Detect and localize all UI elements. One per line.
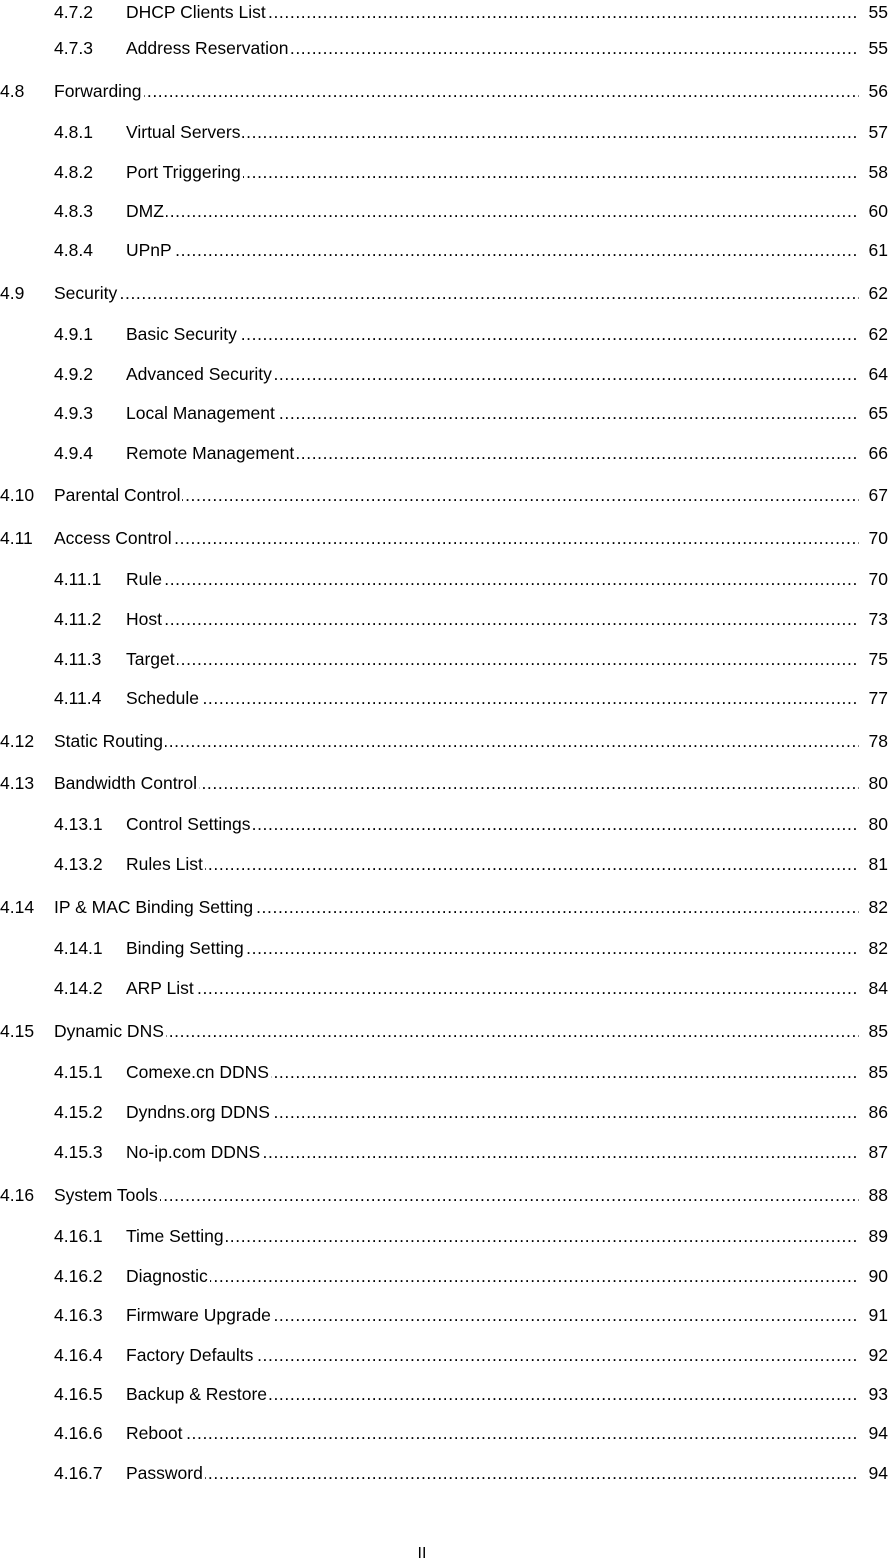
toc-entry-title	[126, 936, 859, 960]
toc-entry-number: 4.15.3	[54, 1142, 103, 1162]
toc-entry[interactable]	[0, 1140, 889, 1164]
toc-entry[interactable]	[0, 322, 889, 346]
toc-entry-page: 78	[868, 731, 888, 751]
toc-entry-number: 4.8.2	[54, 162, 93, 182]
toc-entry-number: 4.13.2	[54, 854, 103, 874]
toc-entry-page: 89	[868, 1226, 888, 1246]
toc-entry-page: 75	[868, 649, 888, 669]
toc-entry-title	[54, 895, 859, 919]
toc-entry-title-text: Target	[126, 649, 175, 669]
toc-entry-title	[54, 729, 859, 753]
toc-entry[interactable]	[0, 362, 889, 386]
toc-entry-number: 4.9.4	[54, 443, 93, 463]
toc-entry-title-text: Factory Defaults	[126, 1345, 254, 1365]
toc-entry-title-text: Address Reservation	[126, 38, 289, 58]
toc-entry-title-text: Binding Setting	[126, 938, 244, 958]
toc-entry-title	[126, 686, 859, 710]
toc-entry-title	[126, 812, 859, 836]
toc-entry-title	[126, 120, 859, 144]
toc-entry-number: 4.15.1	[54, 1062, 103, 1082]
toc-entry-page: 81	[868, 854, 888, 874]
toc-entry-title	[126, 199, 859, 223]
toc-entry-title-text: Host	[126, 609, 162, 629]
toc-entry[interactable]	[0, 1224, 889, 1248]
toc-entry[interactable]	[0, 0, 889, 24]
toc-entry-number: 4.12	[0, 731, 35, 751]
toc-entry-title-text: Virtual Servers	[126, 122, 241, 142]
toc-entry-number: 4.7.2	[54, 2, 93, 22]
toc-entry-title-text: DHCP Clients List	[126, 2, 266, 22]
toc-entry-title-text: Control Settings	[126, 814, 251, 834]
toc-entry-page: 56	[868, 81, 888, 101]
toc-entry-number: 4.14.1	[54, 938, 103, 958]
toc-entry-number: 4.8.1	[54, 122, 93, 142]
toc-entry-title-text: Reboot	[126, 1423, 183, 1443]
toc-entry-page: 82	[868, 897, 888, 917]
toc-entry-title-text: Comexe.cn DDNS	[126, 1062, 269, 1082]
toc-entry-number: 4.9.2	[54, 364, 93, 384]
toc-entry-title	[54, 483, 859, 507]
page-number: II	[417, 1545, 427, 1562]
toc-entry-title	[54, 526, 859, 550]
toc-entry-title	[126, 1060, 859, 1084]
toc-entry-page: 70	[868, 569, 888, 589]
toc-entry-page: 58	[868, 162, 888, 182]
toc-entry-page: 85	[868, 1021, 888, 1041]
toc-entry-title	[54, 79, 859, 103]
toc-entry-page: 92	[868, 1345, 888, 1365]
toc-entry[interactable]	[0, 1019, 889, 1043]
toc-entry-title	[54, 1183, 859, 1207]
toc-entry-page: 55	[868, 2, 888, 22]
toc-entry-number: 4.9.1	[54, 324, 93, 344]
toc-entry-title-text: Access Control	[54, 528, 172, 548]
toc-entry-title-text: System Tools	[54, 1185, 158, 1205]
toc-entry-title-text: Port Triggering	[126, 162, 241, 182]
toc-entry-page: 86	[868, 1102, 888, 1122]
toc-entry[interactable]	[0, 607, 889, 631]
toc-entry-title	[54, 1019, 859, 1043]
toc-entry-title-text: Bandwidth Control	[54, 773, 197, 793]
toc-entry-number: 4.16.5	[54, 1384, 103, 1404]
toc-entry-title-text: Advanced Security	[126, 364, 272, 384]
toc-entry-page: 80	[868, 773, 888, 793]
toc-entry[interactable]	[0, 526, 889, 550]
toc-entry-page: 65	[868, 403, 888, 423]
toc-entry-title	[126, 238, 859, 262]
toc-entry[interactable]	[0, 812, 889, 836]
toc-entry-page: 62	[868, 283, 888, 303]
toc-entry-page: 60	[868, 201, 888, 221]
toc-entry-title	[126, 0, 859, 24]
toc-entry-number: 4.8.4	[54, 240, 93, 260]
toc-entry[interactable]	[0, 79, 889, 103]
toc-entry[interactable]	[0, 1264, 889, 1288]
toc-entry-number: 4.15	[0, 1021, 35, 1041]
toc-entry[interactable]	[0, 686, 889, 710]
toc-entry-page: 62	[868, 324, 888, 344]
toc-entry-number: 4.16.6	[54, 1423, 103, 1443]
toc-entry[interactable]	[0, 1382, 889, 1406]
toc-entry-title-text: Parental Control	[54, 485, 181, 505]
toc-entry[interactable]	[0, 1100, 889, 1124]
toc-entry[interactable]	[0, 441, 889, 465]
toc-entry-page: 61	[868, 240, 888, 260]
toc-entry-title-text: Rule	[126, 569, 162, 589]
toc-entry-number: 4.11.3	[54, 649, 102, 669]
toc-entry-number: 4.14.2	[54, 978, 103, 998]
toc-entry[interactable]	[0, 401, 889, 425]
toc-entry-number: 4.11.2	[54, 609, 102, 629]
toc-entry[interactable]	[0, 771, 889, 795]
toc-entry-title-text: Time Setting	[126, 1226, 224, 1246]
toc-entry-title	[54, 771, 859, 795]
toc-entry[interactable]	[0, 238, 889, 262]
toc-entry-title	[126, 1140, 859, 1164]
toc-entry-title	[54, 281, 859, 305]
toc-entry-number: 4.16.3	[54, 1305, 103, 1325]
toc-entry[interactable]	[0, 1461, 889, 1485]
toc-entry-number: 4.9.3	[54, 403, 93, 423]
toc-entry-page: 90	[868, 1266, 888, 1286]
toc-entry-title-text: Static Routing	[54, 731, 163, 751]
toc-entry-title-text: Firmware Upgrade	[126, 1305, 271, 1325]
toc-entry[interactable]	[0, 976, 889, 1000]
toc-entry-title	[126, 1343, 859, 1367]
toc-entry-number: 4.7.3	[54, 38, 93, 58]
toc-entry-number: 4.13.1	[54, 814, 103, 834]
toc-entry-page: 66	[868, 443, 888, 463]
toc-entry-page: 67	[868, 485, 888, 505]
toc-entry-title	[126, 976, 859, 1000]
toc-entry[interactable]	[0, 1060, 889, 1084]
toc-entry-title	[126, 160, 859, 184]
toc-entry-title	[126, 441, 859, 465]
toc-entry-title	[126, 607, 859, 631]
toc-entry-number: 4.11.1	[54, 569, 102, 589]
toc-entry-number: 4.9	[0, 283, 25, 303]
toc-entry-number: 4.16.4	[54, 1345, 103, 1365]
toc-entry-page: 85	[868, 1062, 888, 1082]
toc-entry[interactable]	[0, 36, 889, 60]
toc-entry[interactable]	[0, 729, 889, 753]
toc-entry-page: 77	[868, 688, 888, 708]
toc-entry-title-text: Diagnostic	[126, 1266, 208, 1286]
toc-entry-number: 4.15.2	[54, 1102, 103, 1122]
toc-entry-title-text: Password	[126, 1463, 203, 1483]
toc-entry-title	[126, 852, 859, 876]
toc-entry[interactable]	[0, 120, 889, 144]
toc-entry[interactable]	[0, 647, 889, 671]
toc-entry-number: 4.13	[0, 773, 35, 793]
toc-entry[interactable]	[0, 895, 889, 919]
toc-entry-title	[126, 567, 859, 591]
toc-entry[interactable]	[0, 567, 889, 591]
toc-entry-title-text: Dynamic DNS	[54, 1021, 164, 1041]
toc-entry-title-text: Dyndns.org DDNS	[126, 1102, 270, 1122]
toc-entry-number: 4.16.7	[54, 1463, 103, 1483]
toc-entry-number: 4.10	[0, 485, 35, 505]
toc-entry[interactable]	[0, 1421, 889, 1445]
toc-entry[interactable]	[0, 160, 889, 184]
toc-entry-title	[126, 1461, 859, 1485]
toc-entry-page: 73	[868, 609, 888, 629]
toc-entry-title-text: Remote Management	[126, 443, 295, 463]
toc-entry-title-text: IP & MAC Binding Setting	[54, 897, 254, 917]
toc-entry-page: 70	[868, 528, 888, 548]
toc-entry-title-text: UPnP	[126, 240, 172, 260]
toc-entry-number: 4.11.4	[54, 688, 102, 708]
toc-entry-title	[126, 401, 859, 425]
toc-entry-title	[126, 362, 859, 386]
toc-entry[interactable]	[0, 199, 889, 223]
toc-entry-page: 94	[868, 1463, 888, 1483]
toc-entry-title	[126, 1264, 859, 1288]
toc-entry-title-text: Forwarding	[54, 81, 142, 101]
toc-entry-title-text: Rules List	[126, 854, 203, 874]
toc-entry-title-text: Security	[54, 283, 118, 303]
toc-entry[interactable]	[0, 936, 889, 960]
toc-entry-number: 4.16	[0, 1185, 35, 1205]
toc-entry-page: 55	[868, 38, 888, 58]
toc-entry-page: 87	[868, 1142, 888, 1162]
toc-entry[interactable]	[0, 483, 889, 507]
toc-entry-title-text: Backup & Restore	[126, 1384, 268, 1404]
toc-entry-title-text: DMZ	[126, 201, 164, 221]
toc-entry-title	[126, 322, 859, 346]
toc-entry-number: 4.16.1	[54, 1226, 103, 1246]
toc-entry-number: 4.14	[0, 897, 35, 917]
toc-entry-title	[126, 1224, 859, 1248]
toc-entry-title	[126, 1382, 859, 1406]
toc-entry-page: 94	[868, 1423, 888, 1443]
toc-entry-page: 64	[868, 364, 888, 384]
toc-entry-number: 4.8.3	[54, 201, 93, 221]
toc-entry[interactable]	[0, 281, 889, 305]
toc-entry-number: 4.16.2	[54, 1266, 103, 1286]
toc-entry-page: 88	[868, 1185, 888, 1205]
toc-entry-page: 91	[868, 1305, 888, 1325]
toc-entry-page: 84	[868, 978, 888, 998]
toc-entry-page: 82	[868, 938, 888, 958]
toc-entry-title-text: Schedule	[126, 688, 199, 708]
toc-entry-number: 4.8	[0, 81, 25, 101]
toc-entry[interactable]	[0, 1343, 889, 1367]
toc-entry[interactable]	[0, 1183, 889, 1207]
toc-entry-title-text: Basic Security	[126, 324, 237, 344]
toc-entry-title	[126, 36, 859, 60]
toc-entry[interactable]	[0, 1303, 889, 1327]
toc-entry-page: 80	[868, 814, 888, 834]
toc-entry-title-text: ARP List	[126, 978, 194, 998]
toc-entry-title-text: No-ip.com DDNS	[126, 1142, 261, 1162]
toc-entry-title-text: Local Management	[126, 403, 275, 423]
toc-entry-page: 93	[868, 1384, 888, 1404]
toc-entry-title	[126, 1421, 859, 1445]
toc-entry-title	[126, 1303, 859, 1327]
toc-entry-title	[126, 647, 859, 671]
toc-entry-number: 4.11	[0, 528, 33, 548]
toc-entry[interactable]	[0, 852, 889, 876]
toc-entry-page: 57	[868, 122, 888, 142]
toc-entry-title	[126, 1100, 859, 1124]
